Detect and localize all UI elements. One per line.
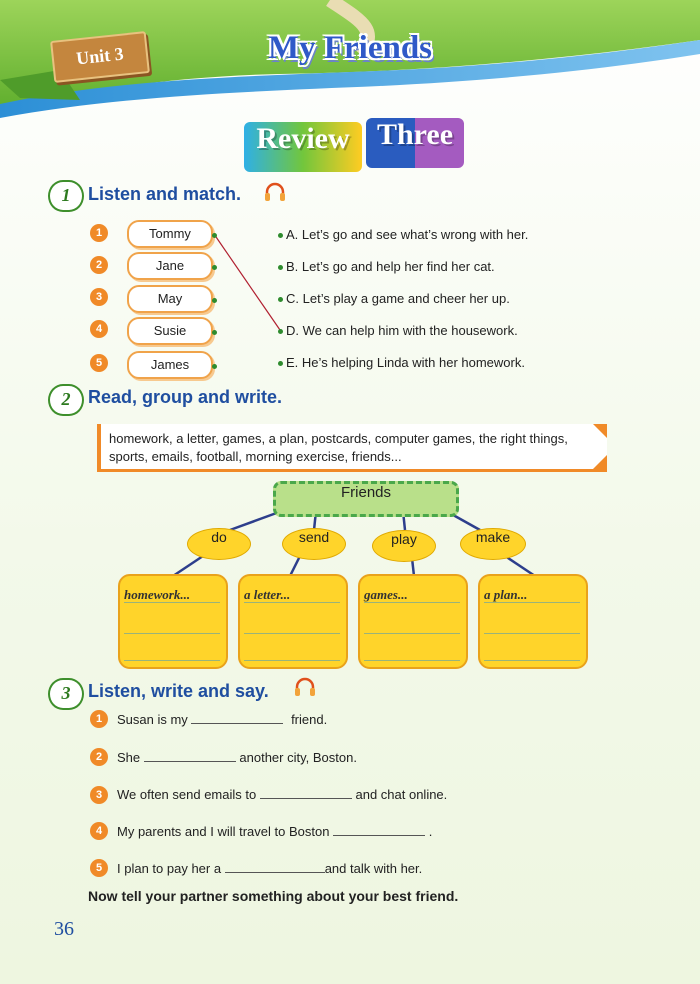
option-b: B. Let’s go and help her find her cat. (286, 259, 495, 274)
word-bank-line: sports, emails, football, morning exercise, friends... (109, 449, 402, 464)
page-title: My Friends (267, 30, 433, 66)
section-number-1: 1 (48, 180, 84, 212)
name-pill-tommy[interactable]: Tommy (127, 220, 213, 248)
option-a: A. Let’s go and see what’s wrong with her. (286, 227, 529, 242)
section-title-read-group-write: Read, group and write. (88, 387, 283, 407)
group-box-send[interactable] (238, 574, 348, 669)
number-circle: 2 (90, 748, 108, 766)
name-pill-jane[interactable]: Jane (127, 252, 213, 280)
verb-make: make (460, 528, 526, 560)
verb-send: send (282, 528, 346, 560)
question-5: I plan to pay her a and talk with her. (117, 861, 423, 876)
verb-play: play (372, 530, 436, 562)
number-circle: 5 (90, 354, 108, 372)
question-4: My parents and I will travel to Boston . (117, 824, 433, 839)
option-e: E. He’s helping Linda with her homework. (286, 355, 525, 370)
number-circle: 3 (90, 288, 108, 306)
option-c: C. Let’s play a game and cheer her up. (286, 291, 510, 306)
number-circle: 3 (90, 786, 108, 804)
answer-blank[interactable] (191, 711, 283, 724)
final-instruction: Now tell your partner something about your best friend. (88, 888, 459, 904)
example-word: homework... (124, 587, 191, 602)
answer-blank[interactable] (144, 749, 236, 762)
review-word: Review (244, 122, 362, 172)
section-number-3: 3 (48, 678, 84, 710)
number-circle: 4 (90, 320, 108, 338)
number-circle: 2 (90, 256, 108, 274)
number-circle: 4 (90, 822, 108, 840)
group-box-play[interactable] (358, 574, 468, 669)
unit-tag: Unit 3 (50, 31, 150, 83)
answer-blank[interactable] (225, 860, 325, 873)
example-word: a plan... (484, 587, 528, 602)
friends-node: Friends (273, 481, 459, 517)
word-bank-line: homework, a letter, games, a plan, postcards, computer games, the right things, (109, 431, 568, 446)
question-3: We often send emails to and chat online. (117, 787, 448, 802)
three-word: Three (366, 118, 464, 168)
example-word: a letter... (244, 587, 291, 602)
option-d: D. We can help him with the housework. (286, 323, 518, 338)
name-pill-susie[interactable]: Susie (127, 317, 213, 345)
number-circle: 1 (90, 710, 108, 728)
number-circle: 1 (90, 224, 108, 242)
section-title-listen-write-say: Listen, write and say. (88, 681, 269, 701)
section-number-2: 2 (48, 384, 84, 416)
number-circle: 5 (90, 859, 108, 877)
group-box-do[interactable] (118, 574, 228, 669)
headphones-icon[interactable] (294, 677, 316, 695)
name-pill-may[interactable]: May (127, 285, 213, 313)
verb-do: do (187, 528, 251, 560)
name-pill-james[interactable]: James (127, 351, 213, 379)
section-title-listen-match: Listen and match. (88, 184, 242, 204)
question-1: Susan is my friend. (117, 712, 328, 727)
question-2: She another city, Boston. (117, 750, 357, 765)
page-number: 36 (54, 918, 74, 940)
group-box-make[interactable] (478, 574, 588, 669)
answer-blank[interactable] (260, 786, 352, 799)
answer-blank[interactable] (333, 823, 425, 836)
example-word: games... (364, 587, 408, 602)
